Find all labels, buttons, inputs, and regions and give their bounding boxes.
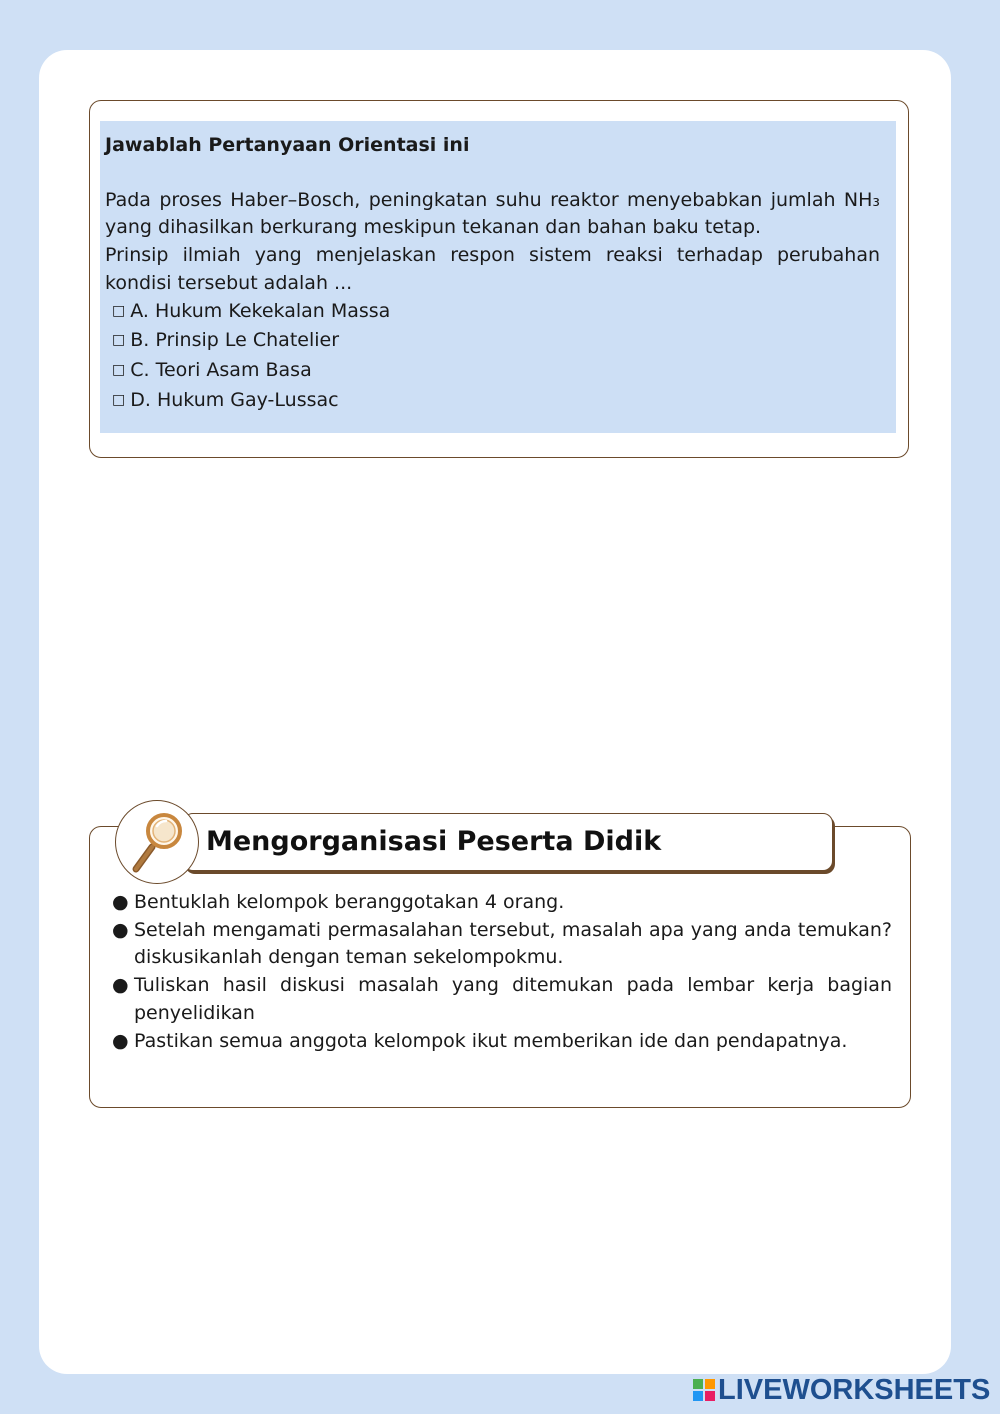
list-item-text: Setelah mengamati permasalahan tersebut, masalah apa yang anda temukan? diskusikanlah dengan teman sekelompokmu. xyxy=(134,918,892,969)
bullet-icon: ● xyxy=(112,974,129,997)
bullet-icon: ● xyxy=(112,918,129,941)
list-item xyxy=(108,972,892,1027)
option-c[interactable] xyxy=(105,357,880,387)
question-title: Jawablah Pertanyaan Orientasi ini xyxy=(105,134,470,156)
brand-name: LIVEWORKSHEETS xyxy=(718,1373,991,1406)
checkbox-icon[interactable]: □ xyxy=(112,361,126,378)
list-item xyxy=(108,1028,892,1056)
question-paragraph-1: Pada proses Haber–Bosch, peningkatan suhu reaktor menyebabkan jumlah NH₃ yang dihasilkan berkurang meskipun tekanan dan bahan baku tetap. xyxy=(105,188,880,239)
option-label: D. Hukum Gay-Lussac xyxy=(130,388,339,411)
list-item xyxy=(108,889,892,917)
checkbox-icon[interactable]: □ xyxy=(112,391,126,408)
option-label: A. Hukum Kekekalan Massa xyxy=(130,299,391,322)
question-paragraph xyxy=(105,187,880,298)
liveworksheets-logo-icon xyxy=(693,1379,715,1401)
question-panel xyxy=(100,121,896,433)
option-label: B. Prinsip Le Chatelier xyxy=(130,329,340,352)
list-item-text: Tuliskan hasil diskusi masalah yang ditemukan pada lembar kerja bagian penyelidikan xyxy=(134,974,892,1024)
list-item-text: Pastikan semua anggota kelompok ikut memberikan ide dan pendapatnya. xyxy=(134,1029,848,1052)
option-d[interactable] xyxy=(105,387,880,417)
checkbox-icon[interactable]: □ xyxy=(112,332,126,349)
option-a[interactable] xyxy=(105,298,880,328)
option-label: C. Teori Asam Basa xyxy=(130,358,312,381)
magnifier-badge xyxy=(115,800,199,884)
bullet-icon: ● xyxy=(112,1029,129,1052)
list-item xyxy=(108,917,892,972)
magnifier-icon xyxy=(116,801,200,885)
question-box xyxy=(89,100,909,458)
checkbox-icon[interactable]: □ xyxy=(112,302,126,319)
list-item-text: Bentuklah kelompok beranggotakan 4 orang. xyxy=(134,891,565,913)
organization-list xyxy=(108,889,892,1055)
question-paragraph-2: Prinsip ilmiah yang menjelaskan respon sistem reaksi terhadap perubahan kondisi tersebut adalah ... xyxy=(105,244,880,294)
organization-title: Mengorganisasi Peserta Didik xyxy=(206,826,662,857)
liveworksheets-brand[interactable] xyxy=(693,1374,990,1406)
option-b[interactable] xyxy=(105,327,880,357)
bullet-icon: ● xyxy=(112,891,129,913)
